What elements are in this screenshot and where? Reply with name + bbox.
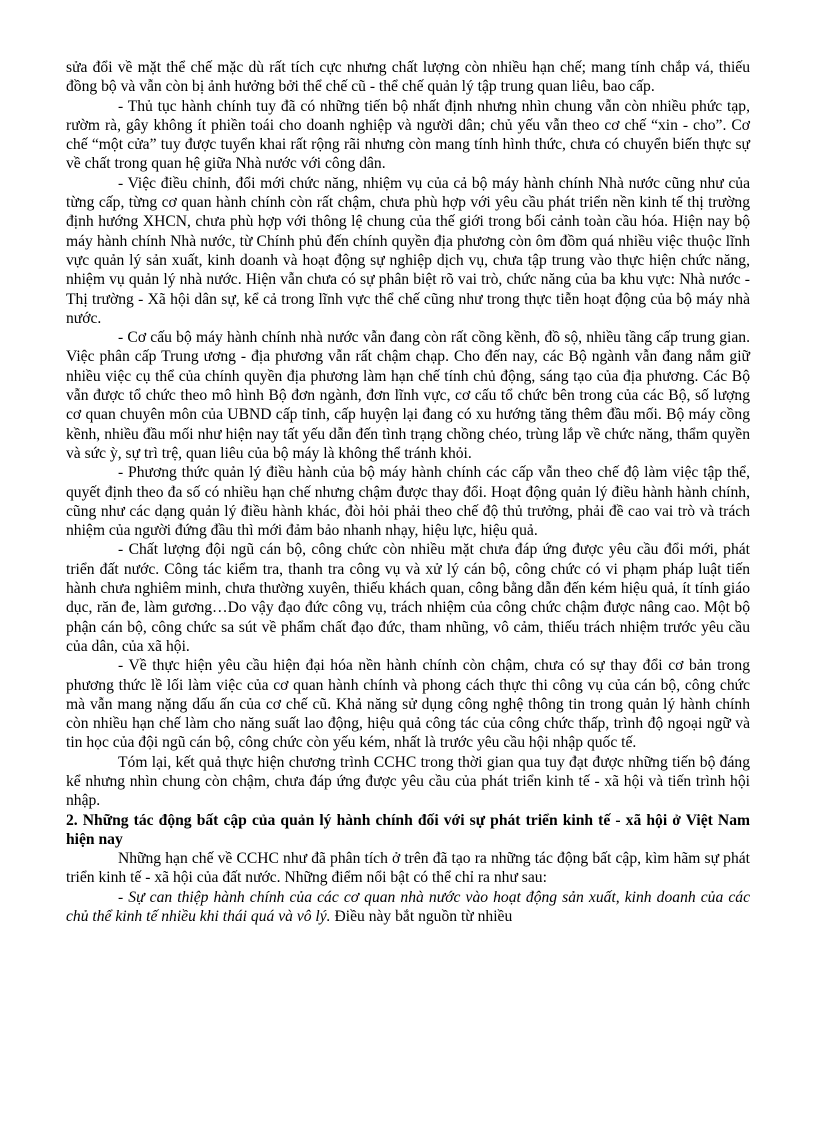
- paragraph-functions-adjustment: - Việc điều chỉnh, đổi mới chức năng, nhiệm vụ của cả bộ máy hành chính Nhà nước cũng như của từng cấp, từng cơ quan hành chính còn rất chậm, chưa phù hợp với yêu cầu phát triển nền kinh tế thị trường định hướng XHCN, chưa phù hợp với thông lệ chung của thế giới trong bối cảnh toàn cầu hóa. Hiện nay bộ máy hành chính Nhà nước, từ Chính phủ đến chính quyền địa phương còn ôm đồm quá nhiều việc thuộc lĩnh vực quản lý sản xuất, kinh doanh và hoạt động sự nghiệp dịch vụ, chưa tập trung vào thực hiện chức năng, nhiệm vụ quản lý nhà nước. Hiện vẫn chưa có sự phân biệt rõ vai trò, chức năng của ba khu vực: Nhà nước - Thị trường - Xã hội dân sự, kể cả trong lĩnh vực thể chế cũng như trong thực tiễn hoạt động của bộ máy nhà nước.: [66, 174, 750, 327]
- paragraph-apparatus-structure: - Cơ cấu bộ máy hành chính nhà nước vẫn đang còn rất cồng kềnh, đồ sộ, nhiều tầng cấp trung gian. Việc phân cấp Trung ương - địa phương vẫn rất chậm chạp. Cho đến nay, các Bộ ngành vẫn đang nắm giữ nhiều việc cụ thể của chính quyền địa phương làm hạn chế tính chủ động, sáng tạo của địa phương. Các Bộ vẫn được tổ chức theo mô hình Bộ đơn ngành, đơn lĩnh vực, cơ cấu tổ chức bên trong của các Bộ, số lượng cơ quan chuyên môn của UBND cấp tỉnh, cấp huyện lại đang có xu hướng tăng thêm đầu mối. Bộ máy cồng kềnh, nhiều đầu mối như hiện nay tất yếu dẫn đến tình trạng chồng chéo, trùng lắp về chức năng, thẩm quyền và sức ỳ, sự trì trệ, quan liêu của bộ máy là không thể tránh khỏi.: [66, 329, 750, 462]
- paragraph-administrative-procedures: - Thủ tục hành chính tuy đã có những tiến bộ nhất định nhưng nhìn chung vẫn còn nhiều phức tạp, rườm rà, gây không ít phiền toái cho doanh nghiệp và người dân; chủ yếu vẫn theo cơ chế “xin - cho”. Cơ chế “một cửa” tuy được tuyển khai rất rộng rãi nhưng còn mang tính hình thức, chưa có chuyển biến thực sự về chất trong quan hệ giữa Nhà nước với công dân.: [66, 97, 750, 173]
- paragraph-management-method: - Phương thức quản lý điều hành của bộ máy hành chính các cấp vẫn theo chế độ làm việc tập thể, quyết định theo đa số có nhiều hạn chế nhưng chậm được thay đổi. Hoạt động quản lý điều hành hành chính, cũng như các dạng quản lý điều hành khác, đòi hỏi phải theo chế độ thủ trưởng, phải đề cao vai trò và trách nhiệm của người đứng đầu thì mới đảm bảo nhanh nhạy, hiệu lực, hiệu quả.: [66, 464, 750, 540]
- section-heading: 2. Những tác động bất cập của quản lý hành chính đối với sự phát triển kinh tế - xã hội ở Việt Nam hiện nay: [66, 811, 750, 848]
- paragraph-intervention: [66, 888, 750, 927]
- intervention-italic-text: - Sự can thiệp hành chính của các cơ quan nhà nước vào hoạt động sản xuất, kinh doanh của các chủ thể kinh tế nhiều khi thái quá và vô lý.: [66, 888, 750, 926]
- paragraph-staff-quality: - Chất lượng đội ngũ cán bộ, công chức còn nhiều mặt chưa đáp ứng được yêu cầu đổi mới, phát triển đất nước. Công tác kiểm tra, thanh tra công vụ và xử lý cán bộ, công chức có vi phạm pháp luật tiến hành chưa nghiêm minh, chưa thường xuyên, thiếu khách quan, công bằng dẫn đến kém hiệu quả, ít tính giáo dục, răn đe, làm gương…Do vậy đạo đức công vụ, trách nhiệm của công chức chậm được nâng cao. Một bộ phận cán bộ, công chức sa sút về phẩm chất đạo đức, tham nhũng, vô cảm, thiếu trách nhiệm trước yêu cầu của dân, của xã hội.: [66, 541, 750, 655]
- document-page: [66, 58, 750, 926]
- paragraph-summary: Tóm lại, kết quả thực hiện chương trình CCHC trong thời gian qua tuy đạt được những tiến bộ đáng kể nhưng nhìn chung còn chậm, chưa đáp ứng được yêu cầu của phát triển kinh tế - xã hội và tiến trình hội nhập.: [66, 753, 750, 810]
- paragraph-impacts-intro: Những hạn chế về CCHC như đã phân tích ở trên đã tạo ra những tác động bất cập, kìm hãm sự phát triển kinh tế - xã hội của đất nước. Những điểm nổi bật có thể chỉ ra như sau:: [66, 850, 750, 887]
- intervention-rest-text: Điều này bắt nguồn từ nhiều: [330, 908, 513, 926]
- paragraph-modernization: - Về thực hiện yêu cầu hiện đại hóa nền hành chính còn chậm, chưa có sự thay đổi cơ bản trong phương thức lề lối làm việc của cơ quan hành chính và phong cách thực thi công vụ của cán bộ, công chức mà vẫn mang nặng dấu ấn của cơ chế cũ. Khả năng sử dụng công nghệ thông tin trong quản lý hành chính còn nhiều hạn chế làm cho năng suất lao động, hiệu quả công tác của công chức thấp, trình độ ngoại ngữ và tin học của đội ngũ cán bộ, công chức còn yếu kém, nhất là trước yêu cầu hội nhập quốc tế.: [66, 657, 750, 752]
- paragraph-continuation: sửa đổi về mặt thể chế mặc dù rất tích cực nhưng chất lượng còn nhiều hạn chế; mang tính chắp vá, thiếu đồng bộ và vẫn còn bị ảnh hưởng bởi thể chế cũ - thể chế quản lý tập trung quan liêu, bao cấp.: [66, 59, 750, 96]
